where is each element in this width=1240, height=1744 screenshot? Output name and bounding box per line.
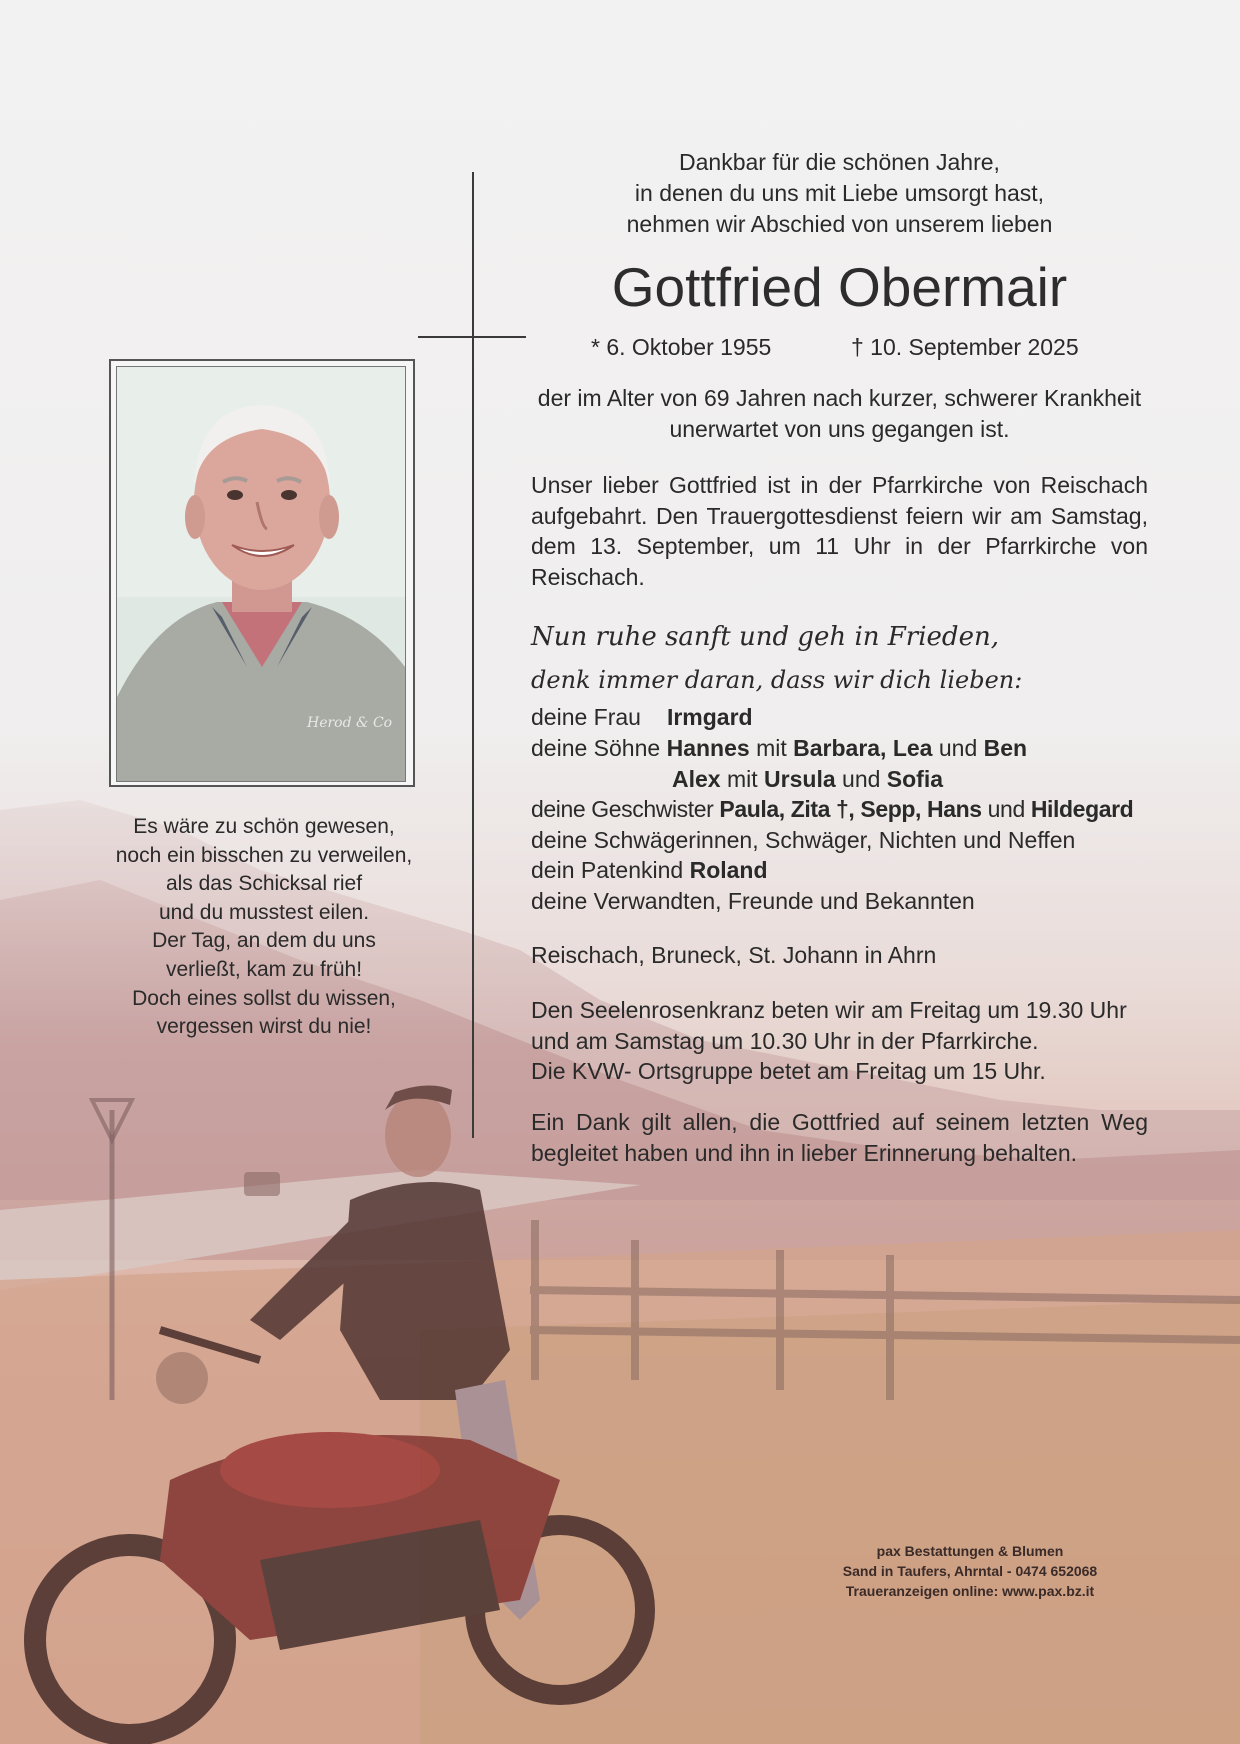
shirt-logo-text: Herod & Co <box>307 715 393 731</box>
poem-line: noch ein bisschen zu verweilen, <box>115 843 413 867</box>
funeral-home-footer <box>790 1541 1150 1601</box>
poem-line: Der Tag, an dem du uns <box>152 929 376 953</box>
rosary-info <box>531 995 1148 1087</box>
script-verse-line: Nun ruhe sanft und geh in Frieden, <box>531 622 999 652</box>
death-date: † 10. September 2025 <box>851 334 1079 360</box>
intro-line: nehmen wir Abschied von unserem lieben <box>626 211 1053 237</box>
cross-vertical-bar <box>472 172 474 1138</box>
script-verse-line: denk immer daran, dass wir dich lieben: <box>531 666 1023 694</box>
intro-line: Dankbar für die schönen Jahre, <box>679 149 1000 175</box>
poem-line: als das Schicksal rief <box>165 872 363 896</box>
poem-line: Es wäre zu schön gewesen, <box>133 815 395 838</box>
age-line: der im Alter von 69 Jahren nach kurzer, schwerer Krankheit <box>537 385 1142 411</box>
rosary-line: Die KVW- Ortsgruppe betet am Freitag um 15 Uhr. <box>531 1058 1046 1084</box>
deceased-name: Gottfried Obermair <box>611 256 1068 318</box>
family-sons: deine Söhne Hannes mit Barbara, Lea und Ben <box>531 735 1028 761</box>
memorial-poem <box>96 813 432 1042</box>
age-statement <box>531 383 1148 444</box>
footer-line: Sand in Taufers, Ahrntal - 0474 652068 <box>842 1563 1098 1579</box>
poem-line: vergessen wirst du nie! <box>156 1015 372 1039</box>
footer-line: pax Bestattungen & Blumen <box>876 1543 1064 1559</box>
family-relatives: deine Verwandten, Freunde und Bekannten <box>531 888 975 914</box>
family-siblings: deine Geschwister Paula, Zita †, Sepp, Hans und Hildegard <box>531 796 1134 822</box>
intro-line: in denen du uns mit Liebe umsorgt hast, <box>634 180 1045 206</box>
portrait-photo <box>116 366 406 782</box>
intro-text <box>531 147 1148 240</box>
rosary-line: und am Samstag um 10.30 Uhr in der Pfarrkirche. <box>531 1027 1039 1054</box>
poem-line: und du musstest eilen. <box>158 900 370 924</box>
poem-line: Doch eines sollst du wissen, <box>132 986 396 1010</box>
footer-line: Traueranzeigen online: www.pax.bz.it <box>845 1583 1095 1599</box>
thanks-text: Ein Dank gilt allen, die Gottfried auf seinem letzten Weg begleitet haben und ihn in lieber Erinnerung behalten. <box>531 1109 1148 1166</box>
age-line: unerwartet von uns gegangen ist. <box>669 415 1010 442</box>
places-line: Reischach, Bruneck, St. Johann in Ahrn <box>531 942 937 968</box>
family-godchild: dein Patenkind Roland <box>531 857 768 883</box>
portrait-frame <box>109 359 415 787</box>
poem-line: verließt, kam zu früh! <box>165 957 363 981</box>
family-in-laws: deine Schwägerinnen, Schwäger, Nichten und Neffen <box>531 827 1076 853</box>
wake-info: Unser lieber Gottfried ist in der Pfarrkirche von Reischach aufgebahrt. Den Trauergottesdienst feiern wir am Samstag, dem 13. September, um 11 Uhr in der Pfarrkirche von Reischach. <box>531 472 1148 590</box>
rosary-line: Den Seelenrosenkranz beten wir am Freitag um 19.30 Uhr <box>531 997 1127 1023</box>
family-son-two: Alex mit Ursula und Sofia <box>672 766 944 792</box>
cross-horizontal-bar <box>418 336 526 338</box>
birth-date: * 6. Oktober 1955 <box>591 334 772 360</box>
family-wife: deine Frau Irmgard <box>531 704 753 730</box>
